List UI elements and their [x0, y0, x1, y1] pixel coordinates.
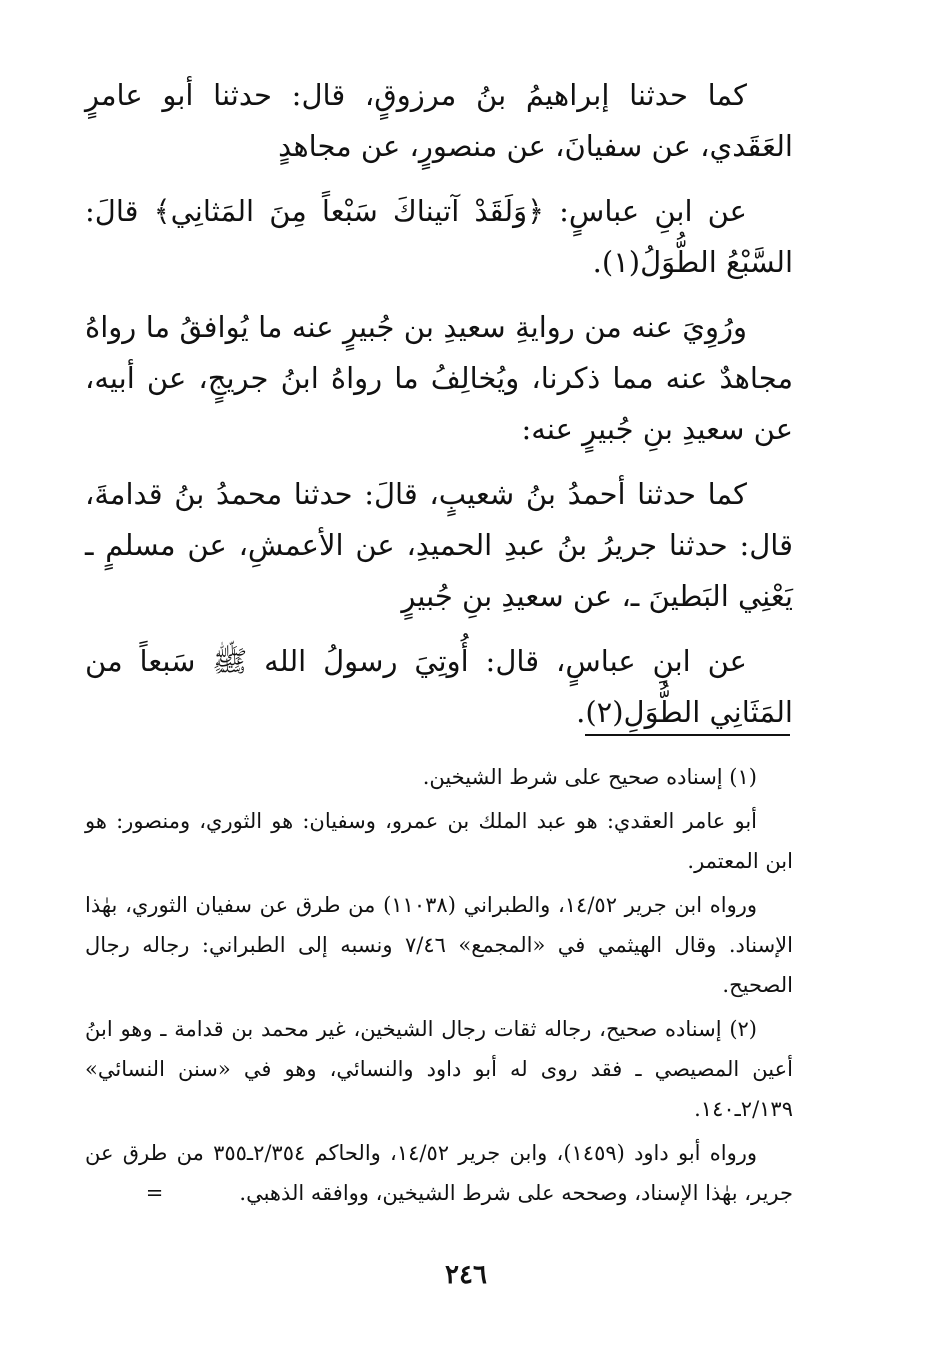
page-number: ٢٤٦ — [445, 1260, 487, 1290]
footnote-paragraph: (٢) إسناده صحيح، رجاله ثقات رجال الشيخين، غير محمد بن قدامة ـ وهو ابنُ أعين المصيصي ـ فقد روى له أبو داود والنسائي، وهو في «سنن النسائي» ٢/١٣٩ـ١٤٠. — [85, 1017, 793, 1121]
footnote-paragraph: (١) إسناده صحيح على شرط الشيخين. — [422, 765, 757, 789]
footnotes — [85, 757, 793, 1213]
main-paragraph: كما حدثنا أحمدُ بنُ شعيبٍ، قالَ: حدثنا محمدُ بنُ قدامةَ، قال: حدثنا جريرُ بنُ عبدِ الحميدِ، عن الأعمشِ، عن مسلمٍ ـ يَعْنِي البَطينَ ـ، عن سعيدِ بنِ جُبيرٍ — [85, 477, 793, 613]
footnote-paragraph — [85, 1133, 793, 1213]
main-paragraph: كما حدثنا إبراهيمُ بنُ مرزوقٍ، قال: حدثنا أبو عامرٍ العَقَدي، عن سفيانَ، عن منصورٍ، عن مجاهدٍ — [85, 78, 793, 163]
footnote-separator — [585, 734, 790, 736]
main-text — [85, 70, 793, 738]
continuation-mark: = — [145, 1181, 164, 1205]
main-paragraph: ورُوِيَ عنه من روايةِ سعيدِ بن جُبيرٍ عنه ما يُوافقُ ما رواهُ مجاهدٌ عنه مما ذكرنا، ويُخالِفُ ما رواهُ ابنُ جريجٍ، عن أبيه، عن سعيدِ بنِ جُبيرٍ عنه: — [85, 310, 793, 446]
footnote-text: ورواه أبو داود (١٤٥٩)، وابن جرير ١٤/٥٢، والحاكم ٢/٣٥٤ـ٣٥٥ من طرق عن جرير، بهٰذا الإسناد، وصححه على شرط الشيخين، ووافقه الذهبي. — [85, 1141, 793, 1205]
footnote-paragraph: أبو عامر العقدي: هو عبد الملك بن عمرو، وسفيان: هو الثوري، ومنصور: هو ابن المعتمر. — [85, 809, 793, 873]
main-paragraph: عن ابنِ عباسٍ: ﴿وَلَقَدْ آتيناكَ سَبْعاً مِنَ المَثانِي﴾ قالَ: السَّبْعُ الطُّوَلُ(١). — [85, 194, 793, 279]
main-paragraph: عن ابنِ عباسٍ، قال: أُوتِيَ رسولُ الله ﷺ سَبعاً من المَثَانِي الطُّوَلِ(٢). — [85, 644, 793, 729]
footnote-paragraph: ورواه ابن جرير ١٤/٥٢، والطبراني (١١٠٣٨) من طرق عن سفيان الثوري، بهٰذا الإسناد. وقال الهيثمي في «المجمع» ٧/٤٦ ونسبه إلى الطبراني: رجاله رجال الصحيح. — [85, 893, 793, 997]
